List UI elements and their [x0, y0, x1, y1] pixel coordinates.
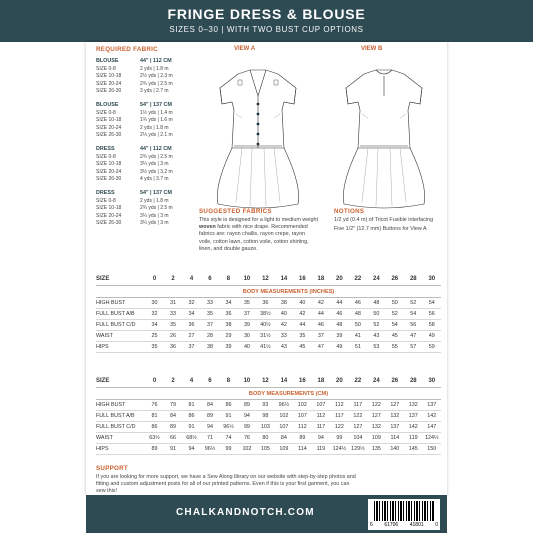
table-row: HIPS 89 91 94 96½ 99 102 105 109 114 119 124½ 129½ 135 140 145 150 [96, 444, 441, 455]
fabric-size: SIZE 26-30 [96, 176, 122, 183]
barcode [368, 499, 440, 530]
fabric-group-name: DRESS [96, 189, 115, 196]
table-row: FULL BUST A/B 32 33 34 35 36 37 38½ 40 42 44 46 48 50 52 54 56 [96, 309, 441, 320]
size-header-row: SIZE 0 2 4 6 8 10 12 14 16 18 20 22 24 26 28 30 [96, 272, 441, 286]
website-link[interactable]: CHALKANDNOTCH.COM [176, 507, 315, 518]
table-subtitle: BODY MEASUREMENTS (INCHES) [96, 286, 441, 298]
fabric-size: SIZE 20-24 [96, 124, 122, 131]
fabric-amount: 2 yds | 1.8 m [140, 65, 169, 72]
pattern-back-card [86, 42, 447, 495]
fabric-amount: 2⅓ yds | 2.1 m [140, 132, 173, 139]
fabric-amount: 3¼ yds | 3 m [140, 161, 169, 168]
fabric-amount: 1½ yds | 1.4 m [140, 109, 173, 116]
fabric-group-width: 54" | 137 CM [140, 101, 172, 108]
fabric-size: SIZE 10-18 [96, 161, 122, 168]
fabric-amount: 3 yds | 2.7 m [140, 88, 169, 95]
fabric-amount: 2 yds | 1.8 m [140, 124, 169, 131]
header-banner [0, 0, 533, 42]
fabric-amount: 4 yds | 3.7 m [140, 176, 169, 183]
table-row: FULL BUST C/D 86 89 91 94 96½ 99 103 107 112 117 122 127 132 137 142 147 [96, 422, 441, 433]
fabric-amount: 3¼ yds | 3 m [140, 220, 169, 227]
fabric-size: SIZE 20-24 [96, 168, 122, 175]
required-fabric-title: REQUIRED FABRIC [96, 46, 158, 53]
dress-illustration-view-b [324, 56, 444, 216]
pattern-title: FRINGE DRESS & BLOUSE [167, 6, 366, 22]
view-b-title: VIEW B [361, 46, 383, 52]
fabric-size: SIZE 0-8 [96, 153, 116, 160]
fabric-size: SIZE 26-30 [96, 132, 122, 139]
fabric-group-name: DRESS [96, 145, 115, 152]
barcode-digits: 6 61706 41801 0 [370, 522, 438, 528]
fabric-amount: 3½ yds | 3.2 m [140, 168, 173, 175]
table-subtitle: BODY MEASUREMENTS (CM) [96, 388, 441, 400]
fabric-size: SIZE 0-8 [96, 197, 116, 204]
fabric-size: SIZE 20-24 [96, 212, 122, 219]
fabric-size: SIZE 0-8 [96, 109, 116, 116]
suggested-fabrics-title: SUGGESTED FABRICS [199, 208, 272, 215]
fabric-group [96, 100, 196, 139]
fabric-group-name: BLOUSE [96, 101, 119, 108]
table-row: FULL BUST C/D 34 35 36 37 38 39 40½ 42 44 46 48 50 52 54 56 58 [96, 320, 441, 331]
fabric-size: SIZE 10-18 [96, 73, 122, 80]
fabric-size: SIZE 20-24 [96, 80, 122, 87]
measurements-table-inches [96, 272, 441, 353]
suggested-fabrics-text: This style is designed for a light to medium weight woven fabric with nice drape. Recommended fabrics are: rayon challis, rayon crepe, rayon voile, cotton lawn, cotton voile, cotton shirting, linen, and double gauze. [199, 217, 318, 252]
fabric-group [96, 144, 196, 183]
table-row: HIGH BUST 30 31 32 33 34 35 36 38 40 42 44 46 48 50 52 54 [96, 298, 441, 309]
support-title: SUPPORT [96, 465, 129, 472]
fabric-group-width: 44" | 112 CM [140, 57, 172, 64]
view-a-title: VIEW A [234, 46, 256, 52]
pattern-subtitle: SIZES 0–30 | WITH TWO BUST CUP OPTIONS [169, 25, 364, 34]
fabric-amount: 2 yds | 1.8 m [140, 197, 169, 204]
fabric-amount: 2¾ yds | 2.5 m [140, 80, 173, 87]
fabric-group-width: 54" | 137 CM [140, 189, 172, 196]
required-fabric-list [96, 56, 196, 232]
fabric-size: SIZE 26-30 [96, 88, 122, 95]
table-row: HIPS 35 36 37 38 39 40 41½ 43 45 47 49 51 53 55 57 59 [96, 342, 441, 353]
table-row: WAIST 63½ 66 68½ 71 74 76 80 84 89 94 99 104 109 114 119 124½ [96, 433, 441, 444]
fabric-size: SIZE 10-18 [96, 117, 122, 124]
measurements-table-cm [96, 374, 441, 455]
notions-list [334, 217, 442, 235]
fabric-size: SIZE 26-30 [96, 220, 122, 227]
barcode-bars [374, 501, 434, 521]
table-row: FULL BUST A/B 81 84 86 89 91 94 98 102 107 112 117 122 127 132 137 142 [96, 411, 441, 422]
size-label: SIZE [96, 377, 110, 384]
fabric-size: SIZE 10-18 [96, 205, 122, 212]
notion-item: 1/2 yd (0.4 m) of Tricot Fusible interfacing [334, 217, 434, 223]
support-text: If you are looking for more support, we have a Sew Along library on our website with step-by-step photos and fitting and custom adjustment posts for all of our printed patterns. Even if this is your first garment, you can sew this! [96, 474, 356, 494]
fabric-group [96, 188, 196, 227]
size-label: SIZE [96, 275, 110, 282]
dress-illustration-view-a [198, 56, 318, 216]
table-row: HIGH BUST 76 79 81 84 86 89 93 96½ 102 107 112 117 122 127 132 137 [96, 400, 441, 411]
footer-banner [86, 495, 447, 533]
size-header-row: SIZE 0 2 4 6 8 10 12 14 16 18 20 22 24 26 28 30 [96, 374, 441, 388]
notion-item: Five 1/2" (12.7 mm) Buttons for View A [334, 226, 427, 233]
fabric-amount: 2¾ yds | 2.5 m [140, 205, 173, 212]
notions-title: NOTIONS [334, 208, 365, 215]
fabric-size: SIZE 0-8 [96, 65, 116, 72]
table-row: WAIST 25 26 27 28 29 30 31½ 33 35 37 39 41 43 45 47 49 [96, 331, 441, 342]
fabric-group [96, 56, 196, 95]
fabric-group-name: BLOUSE [96, 57, 119, 64]
fabric-amount: 3¼ yds | 3 m [140, 212, 169, 219]
fabric-amount: 1¾ yds | 1.6 m [140, 117, 173, 124]
fabric-group-width: 44" | 112 CM [140, 145, 172, 152]
fabric-amount: 2½ yds | 2.3 m [140, 73, 173, 80]
fabric-amount: 2¾ yds | 2.5 m [140, 153, 173, 160]
